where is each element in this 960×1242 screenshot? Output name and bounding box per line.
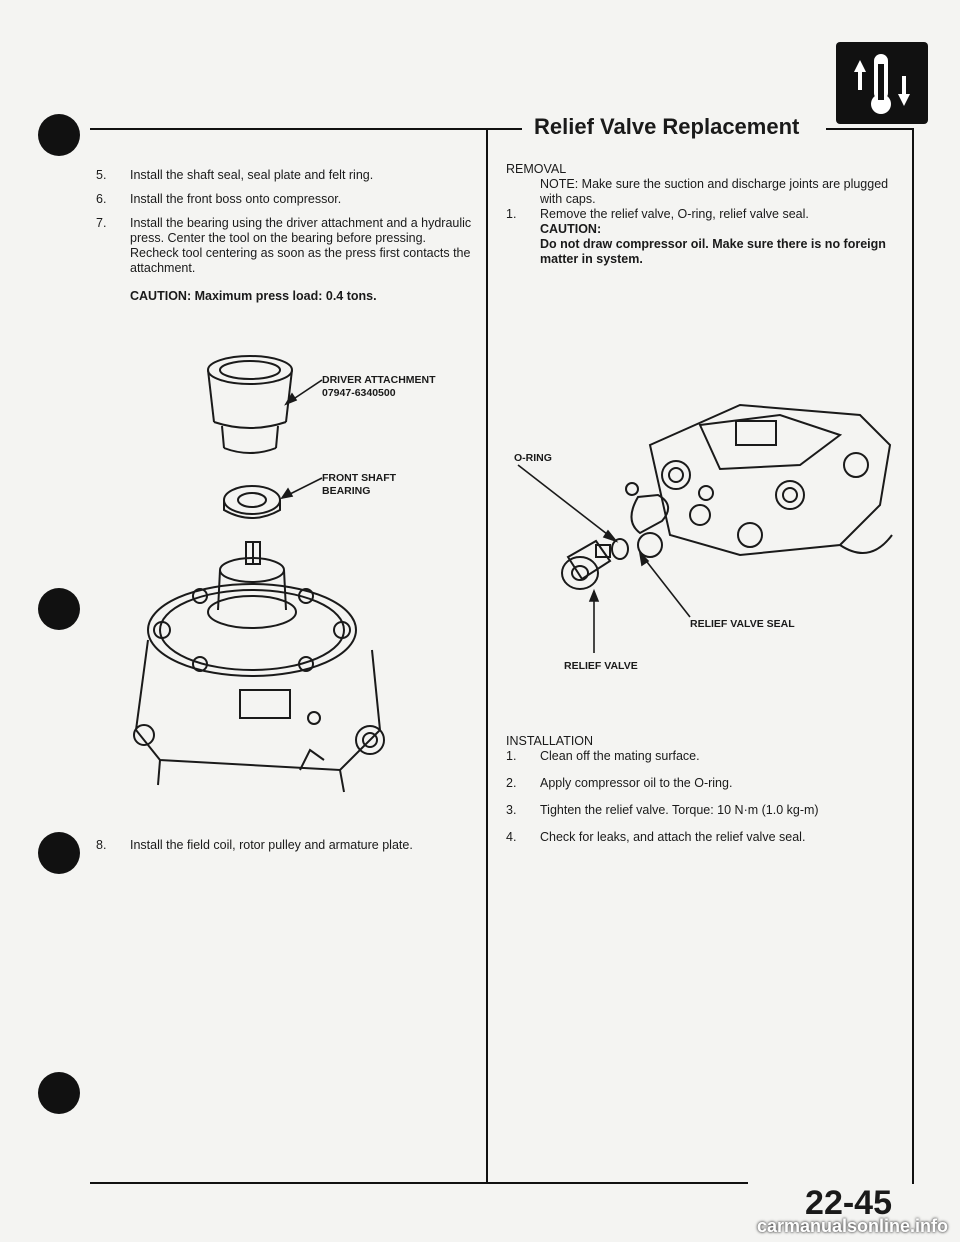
step-text: Install the bearing using the driver attachment and a hydraulic press. Center the tool on the bearing before pressing. Recheck tool centering as soon as the press first contacts the attachment. (130, 216, 472, 275)
removal-section (506, 162, 902, 267)
step-number: 2. (506, 776, 517, 790)
step-8 (96, 838, 476, 853)
step-text: Install the front boss onto compressor. (130, 192, 342, 206)
step-text: Install the field coil, rotor pulley and armature plate. (130, 838, 413, 852)
step-number: 6. (96, 192, 107, 206)
section-title: Relief Valve Replacement (528, 114, 805, 140)
removal-step-1 (506, 207, 902, 222)
install-step-3 (506, 803, 902, 818)
removal-note: NOTE: Make sure the suction and discharge joints are plugged with caps. (540, 177, 889, 206)
install-step-2 (506, 776, 902, 791)
step-5 (96, 168, 476, 183)
right-top-rule-a (488, 128, 522, 130)
thermometer-arrows-icon (836, 42, 928, 124)
relief-valve-label: RELIEF VALVE (564, 660, 638, 672)
right-top-rule-b (826, 128, 914, 130)
step-text: Remove the relief valve, O-ring, relief valve seal. (540, 207, 809, 221)
caution-text: Do not draw compressor oil. Make sure there is no foreign matter in system. (540, 237, 886, 266)
step-text: Clean off the mating surface. (540, 749, 700, 763)
right-bottom-rule (488, 1182, 748, 1184)
removal-heading: REMOVAL (506, 162, 567, 176)
ac-section-icon (836, 42, 928, 124)
bearing-install-illustration (100, 330, 490, 810)
step-number: 5. (96, 168, 107, 182)
step-number: 4. (506, 830, 517, 844)
driver-attachment-label: DRIVER ATTACHMENT 07947-6340500 (322, 374, 436, 399)
installation-section (506, 734, 902, 845)
caution-heading: CAUTION: (540, 222, 602, 236)
binder-hole-2 (38, 588, 80, 630)
step-text: Install the shaft seal, seal plate and felt ring. (130, 168, 374, 182)
step-number: 1. (506, 749, 517, 763)
step-6 (96, 192, 476, 207)
left-bottom-rule (90, 1182, 488, 1184)
front-shaft-bearing-label: FRONT SHAFT BEARING (322, 472, 397, 497)
installation-heading: INSTALLATION (506, 734, 594, 748)
step-text: Apply compressor oil to the O-ring. (540, 776, 733, 790)
step-text: Check for leaks, and attach the relief valve seal. (540, 830, 806, 844)
step-number: 8. (96, 838, 107, 852)
step-number: 3. (506, 803, 517, 817)
oring-label: O-RING (514, 452, 552, 464)
relief-valve-illustration (500, 385, 900, 685)
left-steps (96, 168, 476, 304)
watermark[interactable]: carmanualsonline.info (756, 1216, 948, 1236)
step-number: 7. (96, 216, 107, 230)
install-step-1 (506, 749, 902, 764)
press-caution: CAUTION: Maximum press load: 0.4 tons. (130, 289, 377, 303)
page-number: 22-45 (805, 1184, 892, 1222)
relief-valve-seal-label: RELIEF VALVE SEAL (690, 618, 795, 630)
step-7 (96, 216, 476, 276)
install-step-4 (506, 830, 902, 845)
binder-hole-3 (38, 832, 80, 874)
binder-hole-4 (38, 1072, 80, 1114)
left-top-rule (90, 128, 486, 130)
step-number: 1. (506, 207, 517, 221)
binder-hole-1 (38, 114, 80, 156)
step-text: Tighten the relief valve. Torque: 10 N·m (1.0 kg-m) (540, 803, 819, 817)
right-side-rule (912, 128, 914, 1184)
